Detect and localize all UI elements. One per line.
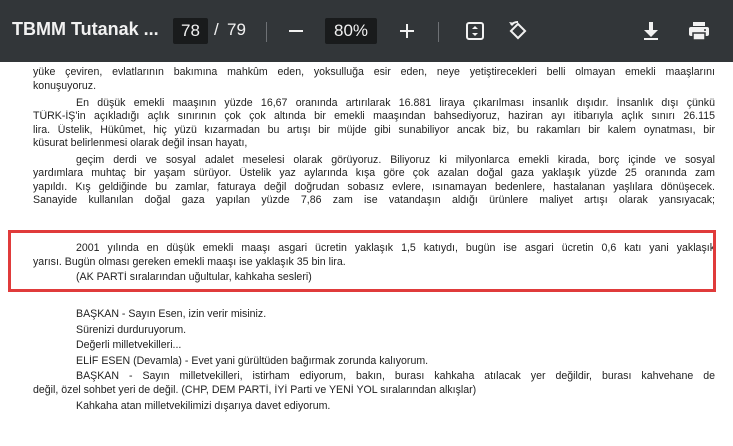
page-separator: / (214, 20, 219, 39)
highlight-box (8, 230, 716, 292)
document-line: Değerli milletvekilleri... (76, 339, 182, 351)
document-line: TÜRK-İŞ'in açıkladığı açlık sınırının çok çok altında bir emekli maaşından bahsediyoruz, haziran ayı itibarıyla açlık sınırı 26.115 (33, 110, 715, 122)
document-line: Sanayide kullanılan doğal gaza yapılan yüzde 7,86 zam ise vatandaşın aldığı ürünlere maliyet artışı olarak yansıyacak; (33, 194, 715, 206)
document-line: yapıldı. Kış geldiğinde bu zamlar, faturaya değil doğrudan sobasız evlere, ısınamayan bedenlere, hastalanan yaşlılara dönüşecek. (33, 181, 715, 193)
zoom-out-button[interactable] (281, 16, 311, 46)
minus-icon (288, 23, 304, 39)
page-total: 79 (227, 20, 246, 39)
document-line: Sürenizi durduruyorum. (76, 324, 187, 336)
plus-icon (399, 23, 415, 39)
page-number-input[interactable]: 78 (173, 18, 208, 44)
toolbar-divider (266, 22, 267, 42)
zoom-in-button[interactable] (392, 16, 422, 46)
rotate-button[interactable] (503, 16, 533, 46)
document-line: En düşük emekli maaşının yüzde 16,67 oranında artırılarak 16.881 liraya çıkarılması insanlık dışıdır. İnsanlık dışı çünkü (76, 97, 715, 109)
document-line: yüke çeviren, evlatlarının bakımına mahkûm eden, yoksulluğa esir eden, neye yetiştirecekleri belli olmayan emekli maaşlarını (33, 66, 715, 78)
document-line: BAŞKAN - Sayın milletvekilleri, istirham ediyorum, bakın, burası kahkaha atılacak yer değildir, burası kahvehane de (76, 370, 715, 382)
obscured-line (33, 209, 715, 216)
print-icon (688, 21, 710, 41)
document-line: geçim derdi ve sosyal adalet meselesi olarak görüyoruz. Biliyoruz ki milyonlarca emekli kirada, borç içinde ve sosyal (76, 154, 715, 166)
document-line: lira. Üstelik, Hükûmet, hiç yüzü kızarmadan bu artışı bir müjde gibi sunabiliyor ancak biz, bu rakamları bir kalem oynatması, bir (33, 124, 715, 136)
document-line: BAŞKAN - Sayın Esen, izin verir misiniz. (76, 308, 267, 320)
pdf-toolbar (0, 0, 733, 62)
download-button[interactable] (636, 16, 666, 46)
document-line: (AK PARTİ sıralarından uğultular, kahkaha sesleri) (76, 271, 312, 283)
document-line: küsurat belirlenmesi olarak değil insan hayatı, (33, 137, 248, 149)
document-title: TBMM Tutanak ... (12, 19, 159, 39)
fit-to-page-button[interactable] (460, 16, 490, 46)
document-line: yardımlara muhtaç bir yaşam sürüyor. Üstelik yaz aylarında kışa göre çok azalan doğal gaza yaklaşık yüzde 25 oranında zam (33, 167, 715, 179)
download-icon (642, 21, 660, 41)
document-line: 2001 yılında en düşük emekli maaşı asgari ücretin yaklaşık 1,5 katıydı, bugün ise asgari ücretin 0,6 katı yani yaklaşık (76, 242, 715, 254)
print-button[interactable] (684, 16, 714, 46)
document-line: yarısı. Bugün olması gereken emekli maaşı ise yaklaşık 35 bin lira. (33, 256, 346, 268)
document-line: Kahkaha atan milletvekilimizi dışarıya davet ediyorum. (76, 400, 331, 412)
document-line: ELİF ESEN (Devamla) - Evet yani gürültüden bağırmak zorunda kalıyorum. (76, 355, 429, 367)
document-line: konuşuyoruz. (33, 80, 97, 92)
rotate-icon (507, 20, 529, 42)
fit-page-icon (465, 21, 485, 41)
toolbar-divider (438, 22, 439, 42)
pdf-page (0, 62, 733, 446)
document-line: değil, özel sohbet yeri de değil. (CHP, DEM PARTİ, İYİ Parti ve YENİ YOL sıralarından alkışlar) (33, 384, 477, 396)
zoom-level-input[interactable]: 80% (325, 18, 377, 44)
